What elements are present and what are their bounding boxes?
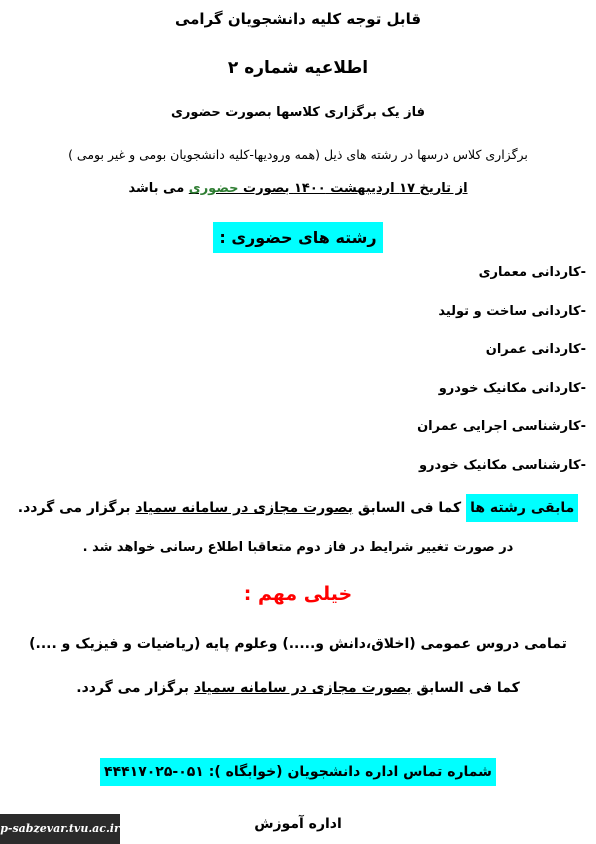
important-heading: خیلی مهم : — [243, 583, 353, 605]
general-virtual-line — [0, 680, 596, 696]
office-signature: اداره آموزش — [254, 816, 342, 832]
general-text1: کما فی السابق — [411, 680, 520, 696]
date-line-underlined — [189, 181, 468, 196]
contact-number: شماره تماس اداره دانشجویان (خوابگاه ): ۰۵۱-۴۴۴۱۷۰۲۵ — [100, 758, 496, 786]
list-item: -کاردانی ساخت و تولید — [438, 303, 586, 319]
remaining-text1: کما فی السابق — [353, 500, 467, 516]
inperson-heading-wrap — [0, 228, 596, 247]
date-line-suffix: می باشد — [128, 181, 189, 196]
list-item: -کاردانی معماری — [478, 265, 586, 280]
mode-word: حضوری — [188, 181, 239, 196]
website-watermark: p-sabzevar.tvu.ac.ir — [0, 814, 120, 844]
change-notice: در صورت تغییر شرایط در فاز دوم متعاقبا اطلاع رسانی خواهد شد . — [82, 540, 514, 555]
list-item: -کاردانی مکانیک خودرو — [438, 380, 586, 396]
phase-subtitle: فاز یک برگزاری کلاسها بصورت حضوری — [171, 105, 425, 120]
remaining-virtual: بصورت مجازی در سامانه سمیاد — [135, 500, 354, 516]
intro-line: برگزاری کلاس درسها در رشته های ذیل (همه ورودیها-کلیه دانشجویان بومی و غیر بومی ) — [68, 147, 528, 162]
general-text2: برگزار می گردد. — [76, 680, 194, 696]
notice-number-title: اطلاعیه شماره ۲ — [227, 58, 369, 78]
date-prefix: از تاریخ — [415, 181, 468, 196]
remaining-fields-line — [0, 500, 596, 516]
remaining-text2: برگزار می گردد. — [17, 500, 136, 516]
inperson-heading: رشته های حضوری : — [213, 222, 382, 253]
remaining-highlight: مابقی رشته ها — [466, 494, 578, 522]
list-item: -کارشناسی مکانیک خودرو — [418, 457, 586, 473]
date-line — [0, 181, 596, 196]
mode-prefix: بصورت — [238, 181, 294, 196]
greeting-title: قابل توجه کلیه دانشجویان گرامی — [174, 10, 422, 28]
inperson-fields-list — [417, 265, 586, 496]
general-courses-line: تمامی دروس عمومی (اخلاق،دانش و.....) وعلوم پایه (ریاضیات و فیزیک و ....) — [29, 636, 567, 652]
start-date: ۱۷ اردیبهشت ۱۴۰۰ — [293, 181, 416, 196]
list-item: -کاردانی عمران — [485, 342, 586, 357]
contact-line-wrap — [0, 764, 596, 780]
list-item: -کارشناسی اجرایی عمران — [417, 419, 586, 434]
general-virtual: بصورت مجازی در سامانه سمیاد — [193, 680, 412, 696]
